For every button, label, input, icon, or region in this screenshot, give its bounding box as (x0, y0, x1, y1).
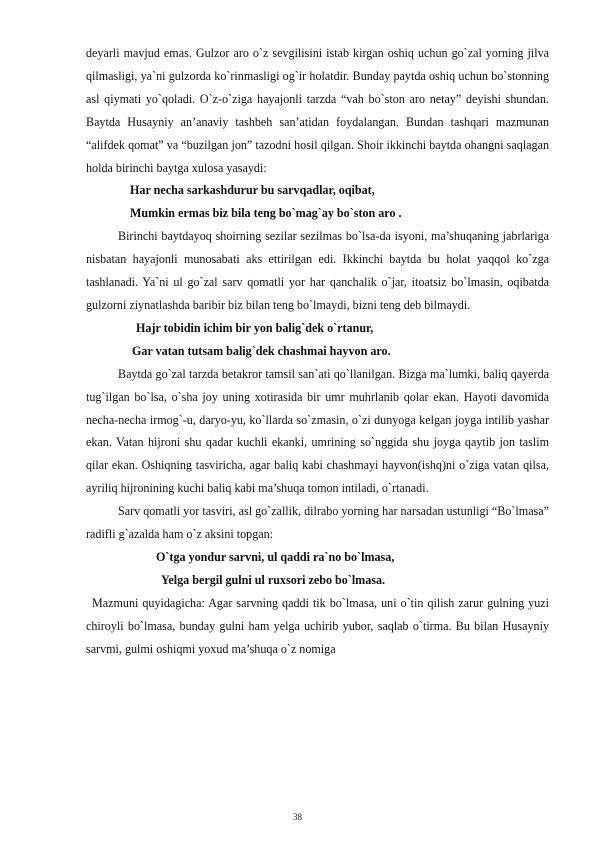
verse-line-2: Mumkin ermas biz bila teng bo`mag`ay bo`ston aro . (130, 206, 402, 221)
verse-line-6: Yelga bergil gulni ul ruxsori zebo bo`lmasa. (161, 572, 386, 587)
text-body (86, 42, 549, 660)
verse-line-5: O`tga yondur sarvni, ul qaddi ra`no bo`lmasa, (156, 549, 395, 564)
paragraph-1: deyarli mavjud emas. Gulzor aro o`z sevgilisini istab kirgan oshiq uchun go`zal yorning jilva qilmasligi, ya`ni gulzorda ko`rinmasligi og`ir holatdir. Bunday paytda oshiq uchun bo`stonning asl qiymati yo`qoladi. O`z-o`ziga hayajonli tarzda “vah bo`ston aro netay” deyishi shundan. Baytda Husayniy an’anaviy tashbeh san’atidan foydalangan. Bundan tashqari mazmunan “alifdek qomat” va “buzilgan jon” tazodni hosil qilgan. Shoir ikkinchi baytda ohangni saqlagan holda birinchi baytga xulosa yasaydi: (86, 46, 549, 175)
verse-line-4: Gar vatan tutsam balig`dek chashmai hayvon aro. (132, 343, 391, 358)
verse-line-3: Hajr tobidin ichim bir yon balig`dek o`rtanur, (136, 320, 374, 335)
paragraph-4: Sarv qomatli yor tasviri, asl go`zallik, dilrabo yorning har narsadan ustunligi “Bo`lmasa” radifli g`azalda ham o`z aksini topgan: (86, 504, 549, 542)
page-number: 38 (293, 812, 302, 822)
paragraph-2: Birinchi baytdayoq shoirning sezilar sezilmas bo`lsa-da isyoni, ma’shuqaning jabrlariga nisbatan hayajonli munosabati aks ettirilgan edi. Ikkinchi baytda bu holat yaqqol ko`zga tashlanadi. Ya`ni ul go`zal sarv qomatli yor har qanchalik o`jar, itoatsiz bo`lmasin, oqibatda gulzorni ziynatlashda baribir biz bilan teng bo`lmaydi, bizni teng deb bilmaydi. (86, 229, 549, 312)
paragraph-5: Mazmuni quyidagicha: Agar sarvning qaddi tik bo`lmasa, uni o`tin qilish zarur gulning yuzi chiroyli bo`lmasa, bunday gulni ham yelga uchirib yubor, saqlab o`tirma. Bu bilan Husayniy sarvmi, gulmi oshiqmi yoxud ma’shuqa o`z nomiga (86, 595, 549, 656)
verse-line-1: Har necha sarkashdurur bu sarvqadlar, oqibat, (130, 183, 375, 198)
paragraph-3: Baytda go`zal tarzda betakror tamsil san`ati qo`llanilgan. Bizga ma`lumki, baliq qayerda tug`ilgan bo`lsa, o`sha joy uning xotirasida bir umr muhrlanib qolar ekan. Hayoti davomida necha-necha irmog`-u, daryo-yu, ko`llarda so`zmasin, o`zi dunyoga kelgan joyga intilib yashar ekan. Vatan hijroni shu qadar kuchli ekanki, umrining so`nggida shu joyga qaytib jon taslim qilar ekan. Oshiqning tasviricha, agar baliq kabi chashmayi hayvon(ishq)ni o`ziga vatan qilsa, ayriliq hijronining kuchi baliq kabi ma’shuqa tomon intiladi, o`rtanadi. (86, 366, 549, 496)
